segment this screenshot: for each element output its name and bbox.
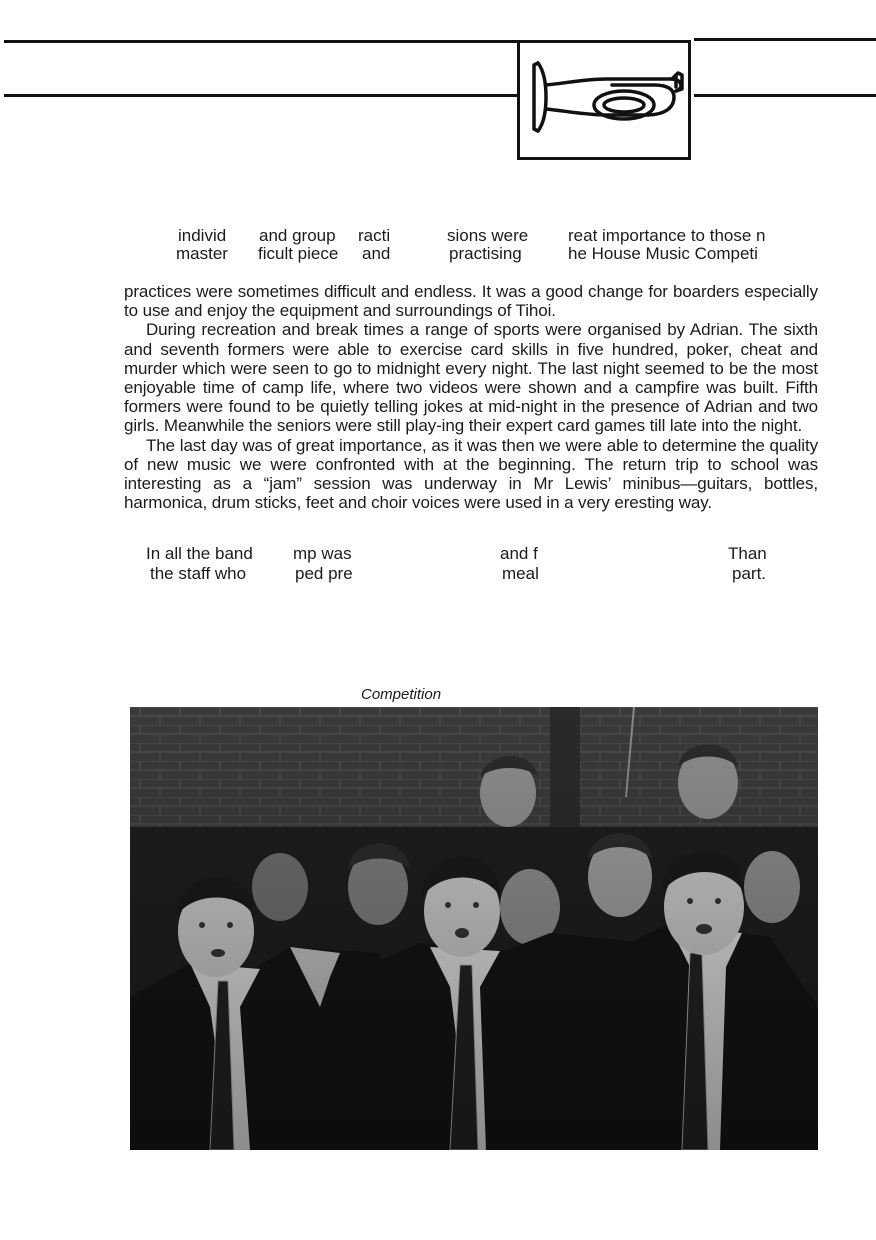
photo-caption: Competition bbox=[361, 686, 442, 703]
fragment-text: he House Music Competi bbox=[568, 244, 758, 263]
paragraph: During recreation and break times a range of sports were organised by Adrian. The sixth and seventh formers were able to exercise card skills in five hundred, poker, cheat and murder which were seen to go to midnight every night. The last night seemed to be the most enjoyable time of camp life, where two videos were shown and a campfire was built. Fifth formers were found to be quietly telling jokes at mid-night in the presence of Adrian and two girls. Meanwhile the seniors were still play-ing their expert card games till late into the night. bbox=[124, 320, 818, 436]
fragment-text: master bbox=[176, 244, 228, 263]
fragment-text: and group bbox=[259, 226, 336, 245]
fragment-text: meal bbox=[502, 564, 539, 583]
choir-photo bbox=[130, 707, 818, 1150]
paragraph: The last day was of great importance, as it was then we were able to determine the quality of new music we were confronted with at the beginning. The return trip to school was interesting as a “jam” session was underway in Mr Lewis’ minibus—guitars, bottles, harmonica, drum sticks, feet and choir voices were used in a very eresting way. bbox=[124, 435, 818, 513]
fragment-text: mp was bbox=[293, 544, 352, 563]
fragment-text: Than bbox=[728, 544, 767, 563]
fragment-text: the staff who bbox=[150, 564, 247, 583]
header-rule-middle-left bbox=[4, 94, 518, 97]
header-rule-top-left bbox=[4, 40, 518, 43]
fragment-text: In all the band bbox=[146, 544, 253, 563]
fragment-text: and bbox=[362, 244, 391, 263]
fragment-text: sions were bbox=[447, 226, 529, 245]
fragment-text: practising bbox=[449, 244, 522, 263]
header-rule-top-right bbox=[694, 38, 876, 41]
fragment-text: ped pre bbox=[295, 564, 353, 583]
fragment-text: racti bbox=[358, 226, 391, 245]
bugle-icon-frame bbox=[517, 40, 691, 160]
article-body bbox=[124, 282, 818, 512]
fragment-text: reat importance to those n bbox=[568, 226, 766, 245]
header-rule-middle-right bbox=[694, 94, 876, 97]
paragraph: practices were sometimes difficult and endless. It was a good change for boarders especially to use and enjoy the equipment and surroundings of Tihoi. bbox=[124, 282, 818, 321]
fragment-text: and f bbox=[500, 544, 538, 563]
bugle-icon bbox=[526, 49, 686, 153]
fragment-text: individ bbox=[178, 226, 227, 245]
choir-photo-illustration bbox=[130, 707, 818, 1150]
fragment-text: part. bbox=[732, 564, 767, 583]
fragment-text: ficult piece bbox=[258, 244, 339, 263]
